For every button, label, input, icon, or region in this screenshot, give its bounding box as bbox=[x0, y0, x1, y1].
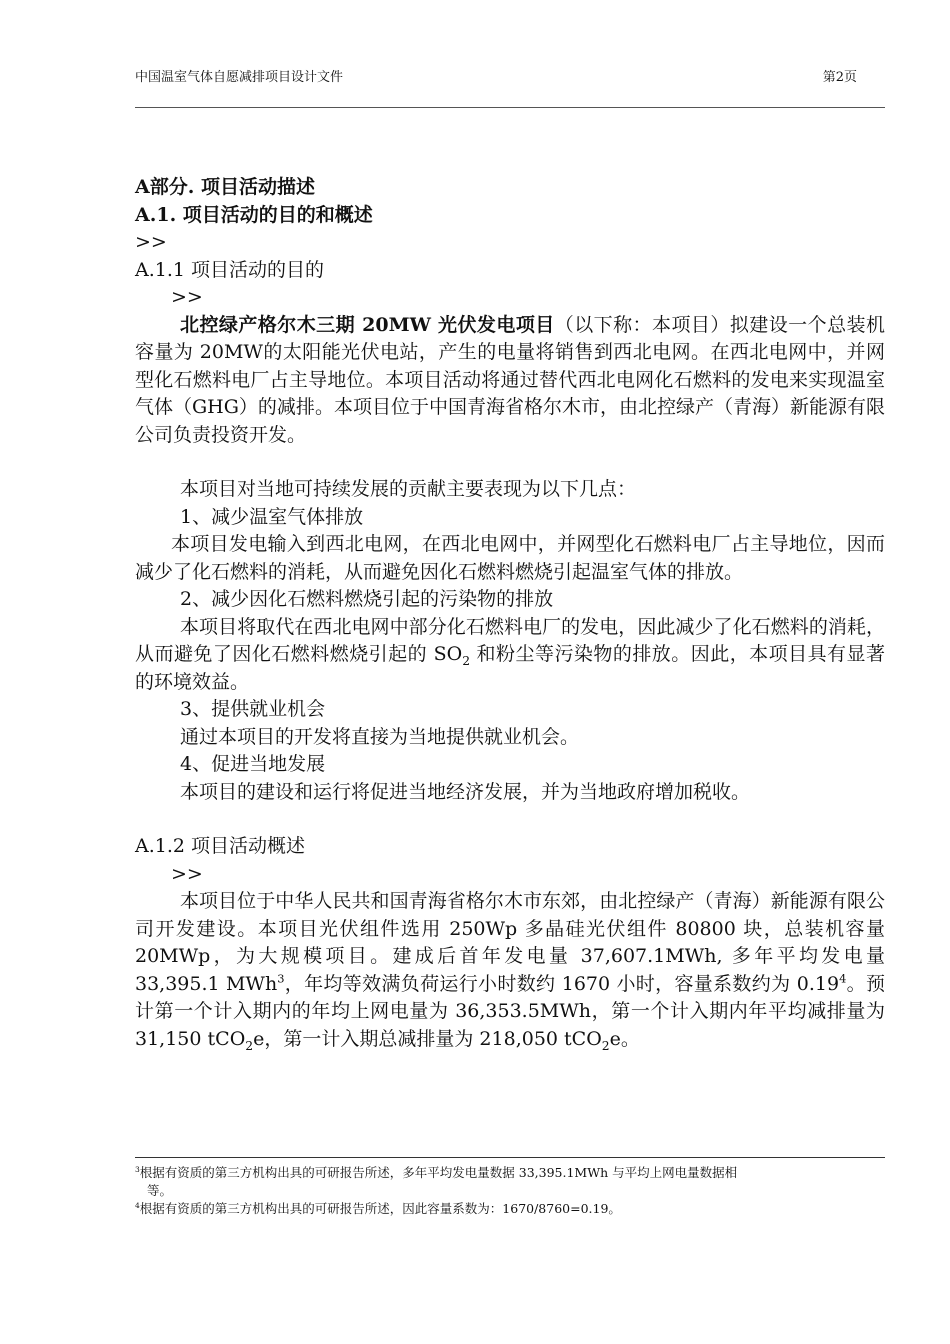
item-2-text-b: 和粉尘等污染物的排放。因此，本项目具有显著的环境效益。 bbox=[135, 643, 885, 693]
item-3-text: 通过本项目的开发将直接为当地提供就业机会。 bbox=[180, 725, 580, 748]
contribution-intro: 本项目对当地可持续发展的贡献主要表现为以下几点： bbox=[180, 478, 637, 500]
overview-text-4: e，第一计入期总减排量为 218,050 tCO bbox=[253, 1027, 602, 1050]
section-a12-title: A.1.2 项目活动概述 bbox=[135, 835, 306, 857]
item-4-title: 4、促进当地发展 bbox=[180, 753, 326, 775]
co2-subscript-a: 2 bbox=[245, 1038, 254, 1053]
section-a11-title: A.1.1 项目活动的目的 bbox=[135, 258, 325, 281]
footnote-ref-4: 4 bbox=[839, 971, 847, 986]
item-2-title: 2、减少因化石燃料燃烧引起的污染物的排放 bbox=[180, 588, 554, 610]
intro-text: （以下称：本项目）拟建设一个总装机容量为 20MW的太阳能光伏电站，产生的电量将销售到西北电网。在西北电网中，并网型化石燃料电厂占主导地位。本项目活动将通过替代西北电网化石燃料的发电来实现温室气体（GHG）的减排。本项目位于中国青海省格尔木市，由北控绿产（青海）新能源有限公司负责投资开发。 bbox=[135, 313, 885, 446]
page-number: 第2页 bbox=[822, 70, 857, 85]
footnotes bbox=[135, 1157, 885, 1218]
footnote-3-text: 根据有资质的第三方机构出具的可研报告所述，多年平均发电量数据 33,395.1MWh 与平均上网电量数据相 bbox=[139, 1165, 738, 1180]
section-a1-title: A.1. 项目活动的目的和概述 bbox=[135, 203, 373, 226]
page-header bbox=[135, 64, 885, 108]
co2-subscript-b: 2 bbox=[601, 1038, 610, 1053]
footnote-3-number: 3 bbox=[135, 1164, 140, 1174]
overview-text-3: 。预计第一个计入期内的年均上网电量为 36,353.5MWh，第一个计入期内年平均减排量为 31,150 tCO bbox=[135, 972, 885, 1050]
section-a11-marker: >> bbox=[171, 286, 203, 308]
item-2-text bbox=[135, 614, 885, 697]
document-body bbox=[135, 174, 885, 1053]
footnote-4-text: 根据有资质的第三方机构出具的可研报告所述，因此容量系数为：1670/8760=0.19。 bbox=[139, 1201, 621, 1216]
section-marker: >> bbox=[135, 231, 167, 253]
item-1-title: 1、减少温室气体排放 bbox=[180, 505, 364, 528]
intro-paragraph bbox=[135, 312, 885, 450]
overview-text-1: 本项目位于中华人民共和国青海省格尔木市东郊，由北控绿产（青海）新能源有限公司开发建设。本项目光伏组件选用 250Wp 多晶硅光伏组件 80800 块，总装机容量 20MWp，为大规模项目。建成后首年发电量 37,607.1MWh, 多年平均发电量 33,395.1 MWh bbox=[135, 890, 885, 995]
item-2-text-a: 本项目将取代在西北电网中部分化石燃料电厂的发电，因此减少了化石燃料的消耗，从而避免了因化石燃料燃烧引起的 SO bbox=[135, 615, 885, 665]
footnote-4 bbox=[135, 1200, 885, 1217]
item-3-title: 3、提供就业机会 bbox=[180, 698, 326, 720]
item-1-text: 本项目发电输入到西北电网，在西北电网中，并网型化石燃料电厂占主导地位，因而减少了化石燃料的消耗，从而避免因化石燃料燃烧引起温室气体的排放。 bbox=[135, 533, 885, 583]
document-title: 中国温室气体自愿减排项目设计文件 bbox=[135, 70, 344, 85]
item-4-text: 本项目的建设和运行将促进当地经济发展，并为当地政府增加税收。 bbox=[180, 780, 751, 803]
footnote-3-continuation: 等。 bbox=[147, 1183, 173, 1198]
project-name: 北控绿产格尔木三期 20MW 光伏发电项目 bbox=[180, 313, 555, 336]
part-title: A部分. 项目活动描述 bbox=[135, 176, 315, 198]
overview-text-2: ，年均等效满负荷运行小时数约 1670 小时，容量系数约为 0.19 bbox=[284, 972, 840, 995]
overview-paragraph bbox=[135, 888, 885, 1053]
so2-subscript: 2 bbox=[462, 653, 471, 668]
overview-text-5: e。 bbox=[609, 1027, 640, 1050]
footnote-ref-3: 3 bbox=[277, 971, 285, 986]
footnote-3 bbox=[135, 1164, 885, 1181]
section-a12-marker: >> bbox=[171, 862, 203, 885]
footnote-4-number: 4 bbox=[135, 1200, 140, 1210]
